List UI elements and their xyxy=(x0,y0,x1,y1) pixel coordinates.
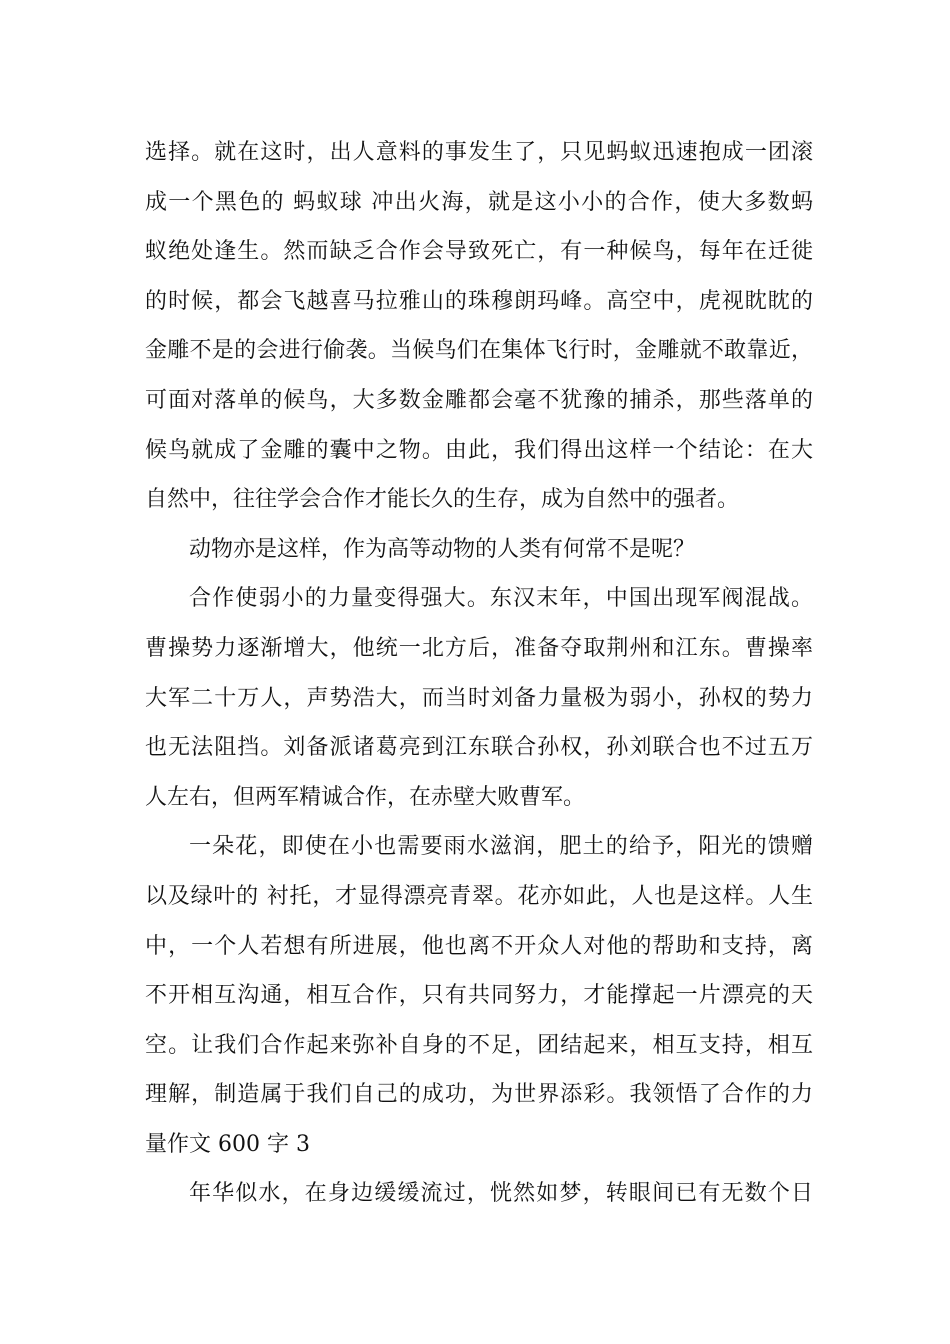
text-line-21: 量作文 600 字 3 xyxy=(145,1131,310,1157)
essay-text xyxy=(145,128,813,1219)
text-line-22: 年华似水，在身边缓缓流过，恍然如梦，转眼间已有无数个日 xyxy=(189,1181,813,1207)
text-line-20: 理解，制造属于我们自己的成功，为世界添彩。我领悟了合作的力 xyxy=(145,1082,813,1108)
text-line-18: 不开相互沟通，相互合作，只有共同努力，才能撑起一片漂亮的天 xyxy=(145,983,813,1009)
text-line-1: 选择。就在这时，出人意料的事发生了，只见蚂蚁迅速抱成一团滚 xyxy=(145,140,813,165)
text-line-19: 空。让我们合作起来弥补自身的不足，团结起来，相互支持，相互 xyxy=(145,1032,813,1058)
text-line-15: 一朵花，即使在小也需要雨水滋润，肥土的给予，阳光的馈赠 xyxy=(189,834,813,860)
text-line-12: 大军二十万人，声势浩大，而当时刘备力量极为弱小，孙权的势力 xyxy=(145,685,813,711)
text-line-13: 也无法阻挡。刘备派诸葛亮到江东联合孙权，孙刘联合也不过五万 xyxy=(145,735,813,761)
text-line-16: 以及绿叶的 衬托，才显得漂亮青翠。花亦如此，人也是这样。人生 xyxy=(145,883,813,909)
text-line-17: 中，一个人若想有所进展，他也离不开众人对他的帮助和支持，离 xyxy=(145,933,813,959)
text-line-11: 曹操势力逐渐增大，他统一北方后，准备夺取荆州和江东。曹操率 xyxy=(145,635,813,661)
text-line-10: 合作使弱小的力量变得强大。东汉末年，中国出现军阀混战。 xyxy=(189,586,813,612)
text-line-3: 蚁绝处逢生。然而缺乏合作会导致死亡，有一种候鸟，每年在迁徙 xyxy=(145,239,813,265)
text-line-14: 人左右，但两军精诚合作，在赤壁大败曹军。 xyxy=(145,784,586,810)
text-line-8: 自然中，往往学会合作才能长久的生存，成为自然中的强者。 xyxy=(145,487,740,513)
text-line-9: 动物亦是这样，作为高等动物的人类有何常不是呢？ xyxy=(189,536,696,562)
text-line-7: 候鸟就成了金雕的囊中之物。由此，我们得出这样一个结论：在大 xyxy=(145,437,813,463)
text-line-2: 成一个黑色的 蚂蚁球 冲出火海，就是这小小的合作，使大多数蚂 xyxy=(145,189,813,215)
text-line-6: 可面对落单的候鸟，大多数金雕都会毫不犹豫的捕杀，那些落单的 xyxy=(145,387,813,413)
text-line-4: 的时候，都会飞越喜马拉雅山的珠穆朗玛峰。高空中，虎视眈眈的 xyxy=(145,288,813,314)
text-line-5: 金雕不是的会进行偷袭。当候鸟们在集体飞行时，金雕就不敢靠近， xyxy=(145,338,813,364)
